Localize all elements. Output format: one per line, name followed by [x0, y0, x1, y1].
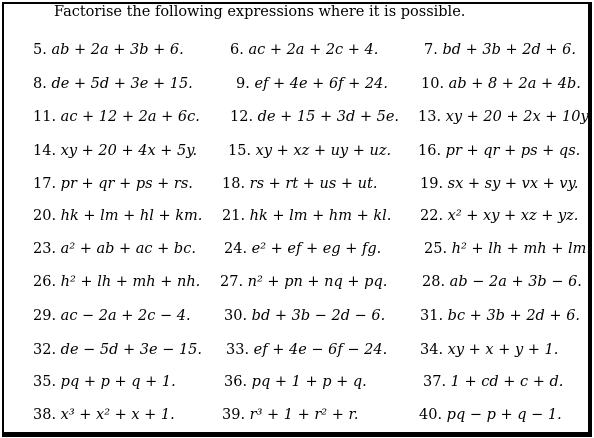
- question-item: [33, 371, 176, 393]
- question-item: [419, 404, 562, 426]
- question-number: 27.: [220, 274, 248, 290]
- question-item: [226, 339, 387, 361]
- question-expression: hk + lm + hl + km.: [60, 208, 203, 224]
- question-number: 17.: [33, 176, 61, 192]
- question-number: 40.: [419, 407, 447, 423]
- question-number: 7.: [424, 42, 443, 58]
- question-expression: e² + ef + eg + fg.: [251, 241, 382, 257]
- question-number: 34.: [420, 342, 448, 358]
- question-number: 22.: [420, 208, 448, 224]
- question-expression: sx + sy + vx + vy.: [447, 176, 579, 192]
- worksheet-title: Factorise the following expressions where it is possible.: [54, 4, 466, 20]
- question-number: 10.: [421, 76, 449, 92]
- question-expression: de + 5d + 3e + 15.: [51, 76, 193, 92]
- question-item: [230, 106, 399, 128]
- question-expression: r³ + 1 + r² + r.: [249, 407, 359, 423]
- question-item: [228, 140, 391, 162]
- question-item: [33, 339, 202, 361]
- question-number: 37.: [423, 374, 451, 390]
- question-expression: ac − 2a + 2c − 4.: [60, 308, 191, 324]
- question-expression: ac + 2a + 2c + 4.: [248, 42, 379, 58]
- question-number: 38.: [33, 407, 61, 423]
- question-item: [418, 140, 580, 162]
- question-item: [33, 271, 200, 293]
- question-number: 28.: [422, 274, 450, 290]
- question-item: [420, 205, 578, 227]
- question-number: 35.: [33, 374, 61, 390]
- question-row: [0, 339, 594, 361]
- question-number: 5.: [33, 42, 52, 58]
- question-item: [424, 39, 576, 61]
- question-row: [0, 404, 594, 426]
- question-expression: 1 + cd + c + d.: [450, 374, 564, 390]
- question-number: 39.: [222, 407, 250, 423]
- question-row: [0, 73, 594, 95]
- question-number: 18.: [222, 176, 250, 192]
- question-item: [224, 371, 367, 393]
- question-expression: x² + xy + xz + yz.: [447, 208, 579, 224]
- question-expression: bc + 3b + 2d + 6.: [447, 308, 581, 324]
- question-expression: a² + ab + ac + bc.: [60, 241, 196, 257]
- question-number: 32.: [33, 342, 61, 358]
- question-expression: pr + qr + ps + qs.: [445, 143, 581, 159]
- question-expression: pq − p + q − 1.: [446, 407, 562, 423]
- question-expression: ab − 2a + 3b − 6.: [449, 274, 582, 290]
- question-expression: hk + lm + hm + kl.: [249, 208, 392, 224]
- question-number: 36.: [224, 374, 252, 390]
- question-item: [33, 106, 200, 128]
- question-number: 13.: [418, 109, 446, 125]
- question-expression: rs + rt + us + ut.: [249, 176, 378, 192]
- question-item: [418, 106, 591, 128]
- question-row: [0, 271, 594, 293]
- question-number: 9.: [236, 76, 255, 92]
- question-item: [422, 271, 582, 293]
- question-item: [222, 173, 377, 195]
- question-item: [33, 404, 175, 426]
- question-number: 31.: [420, 308, 448, 324]
- question-expression: xy + x + y + 1.: [447, 342, 559, 358]
- question-number: 15.: [228, 143, 256, 159]
- question-row: [0, 305, 594, 327]
- question-item: [224, 238, 381, 260]
- question-item: [423, 371, 563, 393]
- question-row: [0, 173, 594, 195]
- question-item: [420, 305, 580, 327]
- question-expression: pr + qr + ps + rs.: [60, 176, 193, 192]
- question-number: 30.: [224, 308, 252, 324]
- question-expression: ab + 2a + 3b + 6.: [51, 42, 184, 58]
- question-item: [420, 173, 578, 195]
- question-number: 26.: [33, 274, 61, 290]
- question-row: [0, 140, 594, 162]
- question-expression: n² + pn + nq + pq.: [247, 274, 388, 290]
- question-number: 25.: [424, 241, 452, 257]
- question-expression: pq + p + q + 1.: [60, 374, 176, 390]
- question-item: [222, 205, 391, 227]
- question-expression: h² + lh + mh + lm.: [451, 241, 591, 257]
- question-row: [0, 238, 594, 260]
- question-number: 23.: [33, 241, 61, 257]
- question-number: 8.: [33, 76, 52, 92]
- question-item: [224, 305, 385, 327]
- question-expression: ef + 4e + 6f + 24.: [254, 76, 388, 92]
- question-number: 21.: [222, 208, 250, 224]
- question-expression: xy + 20 + 2x + 10y.: [445, 109, 592, 125]
- question-item: [420, 339, 558, 361]
- question-item: [33, 305, 191, 327]
- question-expression: ac + 12 + 2a + 6c.: [60, 109, 200, 125]
- question-number: 29.: [33, 308, 61, 324]
- question-item: [421, 73, 581, 95]
- question-expression: bd + 3b + 2d + 6.: [442, 42, 576, 58]
- question-item: [33, 39, 184, 61]
- question-expression: ef + 4e − 6f − 24.: [253, 342, 388, 358]
- question-row: [0, 371, 594, 393]
- question-item: [220, 271, 387, 293]
- question-item: [230, 39, 378, 61]
- question-number: 12.: [230, 109, 258, 125]
- question-expression: x³ + x² + x + 1.: [60, 407, 175, 423]
- question-expression: xy + 20 + 4x + 5y.: [60, 143, 198, 159]
- question-expression: bd + 3b − 2d − 6.: [251, 308, 386, 324]
- question-item: [33, 73, 193, 95]
- question-number: 19.: [420, 176, 448, 192]
- question-number: 11.: [33, 109, 61, 125]
- question-item: [222, 404, 358, 426]
- question-expression: de + 15 + 3d + 5e.: [257, 109, 400, 125]
- question-item: [424, 238, 591, 260]
- question-row: [0, 106, 594, 128]
- question-number: 24.: [224, 241, 252, 257]
- question-expression: ab + 8 + 2a + 4b.: [448, 76, 581, 92]
- question-number: 14.: [33, 143, 61, 159]
- question-row: [0, 205, 594, 227]
- question-expression: de − 5d + 3e − 15.: [60, 342, 203, 358]
- question-row: [0, 39, 594, 61]
- question-number: 16.: [418, 143, 446, 159]
- question-expression: pq + 1 + p + q.: [251, 374, 367, 390]
- question-item: [236, 73, 388, 95]
- question-number: 33.: [226, 342, 254, 358]
- question-expression: h² + lh + mh + nh.: [60, 274, 201, 290]
- question-item: [33, 173, 193, 195]
- question-item: [33, 238, 196, 260]
- question-item: [33, 140, 197, 162]
- question-item: [33, 205, 202, 227]
- question-number: 6.: [230, 42, 249, 58]
- question-expression: xy + xz + uy + uz.: [255, 143, 392, 159]
- question-number: 20.: [33, 208, 61, 224]
